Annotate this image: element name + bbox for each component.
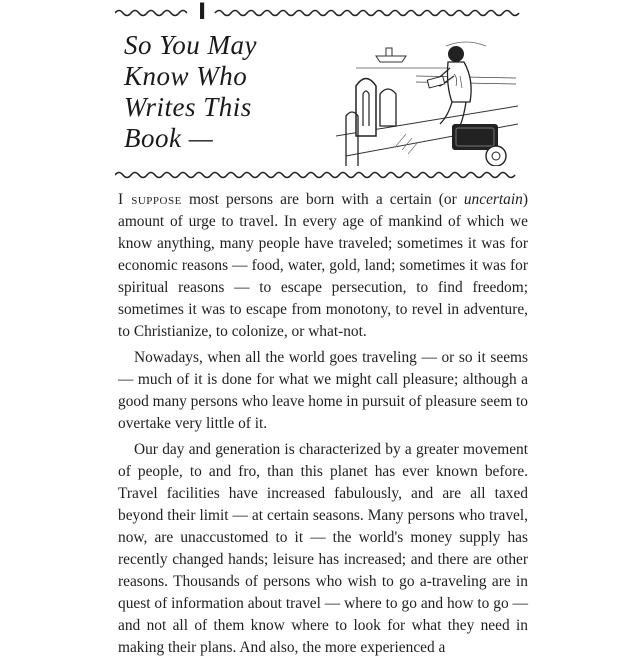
chapter-body xyxy=(118,189,528,663)
chapter-number: I xyxy=(194,2,210,24)
chapter-title xyxy=(124,30,257,154)
paragraph-text: most persons are born with a certain (or xyxy=(181,191,464,208)
title-line: Writes This xyxy=(124,92,252,122)
woman-writing-on-ship-deck-icon xyxy=(336,16,518,170)
paragraph: Nowadays, when all the world goes traveling — or so it seems — much of it is done for what we might call pleasure; although a good many persons who leave home in pursuit of pleasure seem to overtake very little of it. xyxy=(118,349,528,432)
bottom-ornament-rule xyxy=(115,170,520,180)
title-line: Book — xyxy=(124,123,214,153)
paragraph xyxy=(118,189,528,343)
italic-word: uncertain xyxy=(463,191,523,208)
lead-in: I suppose xyxy=(118,191,182,208)
paragraph: Our day and generation is characterized by a greater movement of people, to and fro, than this planet has ever known before. Travel facilities have increased fabulously, and are all taxed beyond their limit — at certain seasons. Many persons who travel, now, are unaccustomed to it — the world's money supply has recently changed hands; leisure has increased; and there are other reasons. Thousands of persons who wish to go a-traveling are in quest of information about travel — where to go and how to go — and not all of them know where to look for what they need in making their plans. And also, the more experienced a xyxy=(118,441,528,656)
title-line: So You May xyxy=(124,30,258,60)
paragraph-text: ) amount of urge to travel. In every age of mankind of which we know anything, many people have traveled; sometimes it was for economic reasons — food, water, gold, land; sometimes it was for spiritual reasons — to escape persecution, to find freedom; sometimes it was to escape from monotony, to revel in adventure, to Christianize, to colonize, or what-not. xyxy=(118,191,528,340)
title-line: Know Who xyxy=(124,61,248,91)
